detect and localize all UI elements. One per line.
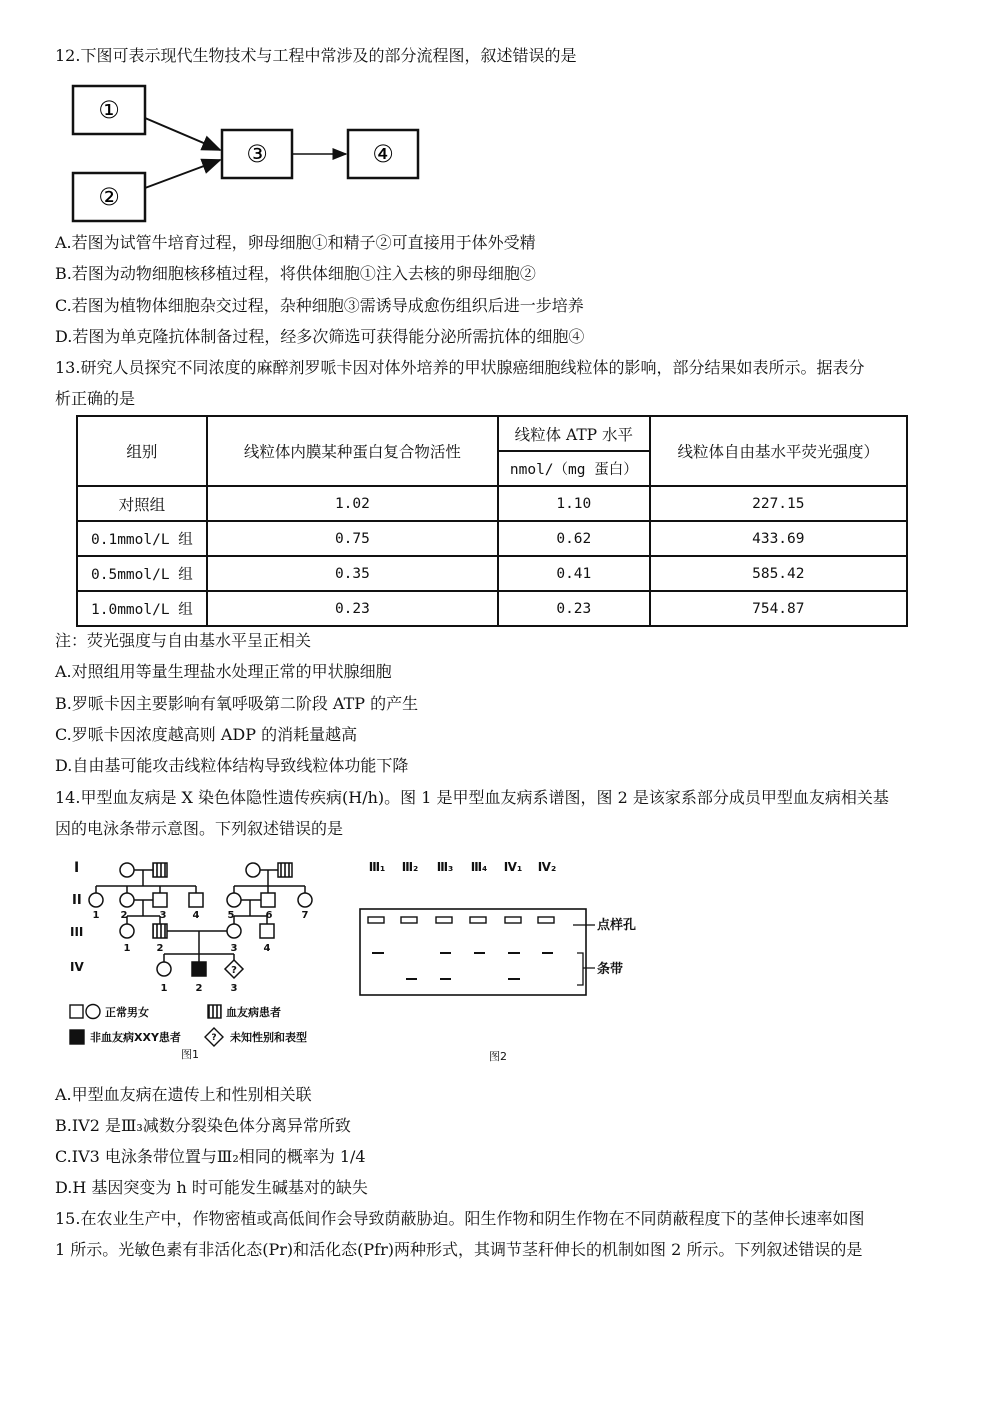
q13-stem-line1: 13.研究人员探究不同浓度的麻醉剂罗哌卡因对体外培养的甲状腺癌细胞线粒体的影响，部分结果如表所示。据表分 [55, 358, 865, 377]
q12-option-a: A.若图为试管牛培育过程，卵母细胞①和精子②可直接用于体外受精 [55, 233, 536, 252]
q12-stem: 12.下图可表示现代生物技术与工程中常涉及的部分流程图，叙述错误的是 [55, 46, 577, 65]
q12-option-d: D.若图为单克隆抗体制备过程，经多次筛选可获得能分泌所需抗体的细胞④ [55, 327, 585, 346]
table-row [77, 521, 907, 556]
table-row [77, 591, 907, 626]
header-atp-unit: nmol/（mg 蛋白） [498, 451, 650, 486]
gen2-5-female [227, 893, 241, 907]
q13-note: 注：荧光强度与自由基水平呈正相关 [55, 631, 312, 650]
gen-label-iv: IV [70, 960, 84, 974]
table-cell: 1.02 [207, 486, 498, 521]
q14-option-b: B.IV2 是Ⅲ₃减数分裂染色体分离异常所致 [55, 1116, 351, 1135]
gen4-num-2: 2 [195, 983, 203, 994]
gen-label-i: I [74, 860, 80, 876]
gen2-1-female [89, 893, 103, 907]
q15-stem-line2: 1 所示。光敏色素有非活化态(Pr)和活化态(Pfr)两种形式，其调节茎秆伸长的机制如图 2 所示。下列叙述错误的是 [55, 1240, 863, 1259]
legend-female-circle [86, 1005, 100, 1019]
table-cell: 754.87 [650, 591, 907, 626]
well-iv2 [538, 917, 554, 923]
node-3-label: ③ [246, 140, 268, 168]
q14-pedigree-figure [60, 850, 330, 1065]
gen4-2-xxy-filled [192, 962, 206, 976]
table-cell: 585.42 [650, 556, 907, 591]
header-activity: 线粒体内膜某种蛋白复合物活性 [207, 416, 498, 486]
q14-electrophoresis-figure [355, 855, 655, 1067]
gen3-num-4: 4 [263, 943, 271, 954]
table-cell: 0.75 [207, 521, 498, 556]
gen3-num-2: 2 [156, 943, 164, 954]
legend-question-mark: ? [211, 1033, 217, 1043]
q12-flow-diagram [60, 78, 440, 228]
table-row [77, 556, 907, 591]
gen2-num-7: 7 [301, 910, 309, 921]
well-iii1 [368, 917, 384, 923]
table-cell: 0.5mmol/L 组 [77, 556, 207, 591]
gen1-right-female [246, 863, 260, 877]
gen3-num-1: 1 [123, 943, 131, 954]
table-row [77, 486, 907, 521]
gen3-num-3: 3 [230, 943, 238, 954]
lane-label-iii1: Ⅲ₁ [368, 860, 386, 874]
gen3-3-female [227, 924, 241, 938]
gen2-4-male [189, 893, 203, 907]
table-cell: 0.35 [207, 556, 498, 591]
q13-option-c: C.罗哌卡因浓度越高则 ADP 的消耗量越高 [55, 725, 358, 744]
table-cell: 0.23 [207, 591, 498, 626]
gen4-num-3: 3 [230, 983, 238, 994]
node-4-label: ④ [372, 140, 394, 168]
gen2-num-5: 5 [227, 910, 235, 921]
q13-option-b: B.罗哌卡因主要影响有氧呼吸第二阶段 ATP 的产生 [55, 694, 419, 713]
gen1-left-male-patient [153, 863, 167, 877]
gen4-1-female [157, 962, 171, 976]
q14-stem-line2: 因的电泳条带示意图。下列叙述错误的是 [55, 819, 344, 838]
well-iii3 [436, 917, 452, 923]
header-group: 组别 [77, 416, 207, 486]
well-iv1 [505, 917, 521, 923]
legend-patient-square [208, 1005, 221, 1018]
table-cell: 227.15 [650, 486, 907, 521]
q13-option-d: D.自由基可能攻击线粒体结构导致线粒体功能下降 [55, 756, 409, 775]
legend-xxy-square [70, 1030, 84, 1044]
gen2-num-1: 1 [92, 910, 100, 921]
q15-stem-line1: 15.在农业生产中，作物密植或高低间作会导致荫蔽胁迫。阳生作物和阴生作物在不同荫蔽程度下的茎伸长速率如图 [55, 1209, 865, 1228]
gen-label-iii: III [70, 925, 84, 939]
q14-option-d: D.H 基因突变为 h 时可能发生碱基对的缺失 [55, 1178, 368, 1197]
gen2-6-male [261, 893, 275, 907]
table-cell: 1.0mmol/L 组 [77, 591, 207, 626]
gen1-left-female [120, 863, 134, 877]
arrow-1-3 [145, 118, 220, 150]
lane-label-iv1: Ⅳ₁ [503, 860, 523, 874]
lane-label-iii4: Ⅲ₄ [470, 860, 488, 874]
q14-stem-line1: 14.甲型血友病是 X 染色体隐性遗传疾病(H/h)。图 1 是甲型血友病系谱图，图 2 是该家系部分成员甲型血友病相关基 [55, 788, 889, 807]
lane-label-iii2: Ⅲ₂ [401, 860, 419, 874]
q14-option-c: C.IV3 电泳条带位置与Ⅲ₂相同的概率为 1/4 [55, 1147, 366, 1166]
table-cell: 对照组 [77, 486, 207, 521]
legend-patient-label: 血友病患者 [226, 1006, 281, 1019]
q14-option-a: A.甲型血友病在遗传上和性别相关联 [55, 1085, 312, 1104]
table-cell: 0.23 [498, 591, 650, 626]
q13-data-table [76, 415, 908, 627]
gen3-2-male-patient [153, 924, 167, 938]
table-cell: 0.41 [498, 556, 650, 591]
gen2-2-female [120, 893, 134, 907]
label-bands: 条带 [597, 962, 624, 977]
gen2-num-4: 4 [192, 910, 200, 921]
q13-option-a: A.对照组用等量生理盐水处理正常的甲状腺细胞 [55, 662, 392, 681]
gen2-7-female [298, 893, 312, 907]
header-ros: 线粒体自由基水平荧光强度） [650, 416, 907, 486]
gen-label-ii: II [72, 893, 82, 908]
node-1-label: ① [98, 96, 120, 124]
label-wells: 点样孔 [597, 918, 637, 933]
legend-unknown-label: 未知性别和表型 [230, 1031, 307, 1044]
gen2-num-3: 3 [159, 910, 167, 921]
fig1-caption: 图1 [181, 1048, 199, 1061]
header-atp: 线粒体 ATP 水平 [498, 416, 650, 451]
unknown-question-mark: ? [231, 965, 237, 976]
q12-option-b: B.若图为动物细胞核移植过程，将供体细胞①注入去核的卵母细胞② [55, 264, 536, 283]
table-cell: 1.10 [498, 486, 650, 521]
q12-option-c: C.若图为植物体细胞杂交过程，杂种细胞③需诱导成愈伤组织后进一步培养 [55, 296, 584, 315]
well-iii2 [401, 917, 417, 923]
legend-male-square [70, 1005, 83, 1018]
node-2-label: ② [98, 183, 120, 211]
gen3-1-female [120, 924, 134, 938]
legend-normal-label: 正常男女 [105, 1006, 149, 1019]
table-cell: 433.69 [650, 521, 907, 556]
q13-stem-line2: 析正确的是 [55, 389, 136, 408]
table-cell: 0.1mmol/L 组 [77, 521, 207, 556]
fig2-caption: 图2 [489, 1050, 507, 1063]
gen3-4-male [260, 924, 274, 938]
gen1-right-male-patient [278, 863, 292, 877]
table-cell: 0.62 [498, 521, 650, 556]
arrow-2-3 [145, 160, 220, 188]
lane-label-iv2: Ⅳ₂ [537, 860, 557, 874]
gen2-3-male [153, 893, 167, 907]
lane-label-iii3: Ⅲ₃ [436, 860, 454, 874]
legend-xxy-label: 非血友病XXY患者 [90, 1031, 181, 1044]
well-iii4 [470, 917, 486, 923]
gen2-num-6: 6 [265, 910, 273, 921]
gen2-num-2: 2 [120, 910, 128, 921]
gen4-num-1: 1 [160, 983, 168, 994]
